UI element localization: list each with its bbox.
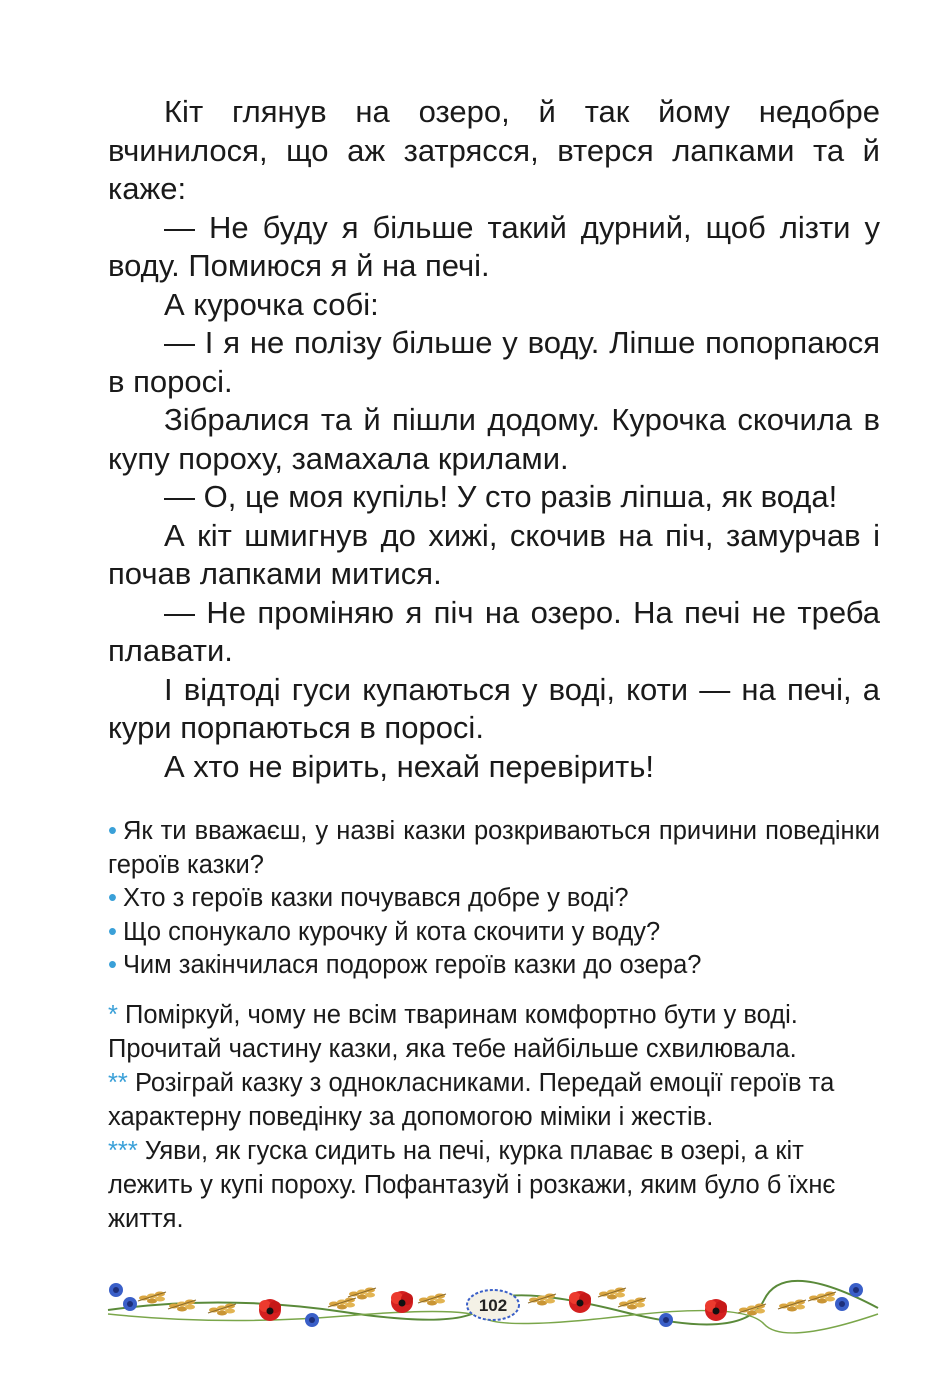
question-text: Чим закінчилася подорож героїв казки до озера? [122,951,702,979]
page-number: 102 [478,1296,508,1315]
question-item [108,882,880,916]
task-text: Поміркуй, чому не всім тваринам комфортно бути у воді. Прочитай частину казки, яка тебе найбільше схвилювала. [108,1001,798,1063]
question-text: Хто з героїв казки почувався добре у воді? [122,884,629,912]
story-paragraph: Кіт глянув на озеро, й так йому недобре вчинилося, що аж затрясся, втерся лапками та й каже: [108,94,880,206]
decorative-border [104,1276,882,1338]
story-paragraph: А кіт шмигнув до хижі, скочив на піч, замурчав і почав лапками митися. [108,517,880,591]
bullet-icon: • [108,951,117,979]
story-paragraph: Зібралися та й пішли додому. Курочка скочила в купу пороху, замахала крилами. [108,402,880,476]
task-level-mark: * [108,1001,118,1029]
story-paragraph: — Не проміняю я піч на озеро. На печі не треба плавати. [108,594,880,668]
task-item [108,1134,880,1236]
question-text: Що спонукало курочку й кота скочити у воду? [122,917,661,946]
questions-list [108,815,880,983]
story-text [108,93,880,786]
story-paragraph: — Не буду я більше такий дурний, щоб лізти у воду. Помиюся я й на печі. [108,209,880,283]
story-paragraph: А курочка собі: [164,286,379,322]
tasks-list [108,998,880,1236]
story-paragraph: — О, це моя купіль! У сто разів ліпша, як вода! [164,479,838,514]
question-item [108,916,880,950]
bullet-icon: • [108,817,117,845]
task-item [108,998,880,1066]
task-level-mark: *** [108,1137,138,1165]
story-paragraph: — І я не полізу більше у воду. Ліпше попорпаюся в поросі. [108,325,880,399]
task-level-mark: ** [108,1069,128,1097]
bullet-icon: • [108,917,117,946]
question-text: Як ти вважаєш, у назві казки розкриваються причини поведінки героїв казки? [108,817,880,879]
bullet-icon: • [108,884,117,912]
task-item [108,1066,880,1134]
story-paragraph: А хто не вірить, нехай перевірить! [164,748,654,784]
task-text: Уяви, як гуска сидить на печі, курка плаває в озері, а кіт лежить у купі пороху. Пофантазуй і розкажи, яким було б їхнє життя. [108,1137,836,1233]
task-text: Розіграй казку з однокласниками. Передай емоції героїв та характерну поведінку за допомогою міміки і жестів. [108,1069,835,1131]
question-item [108,815,880,882]
question-item [108,949,880,983]
story-paragraph: І відтоді гуси купаються у воді, коти — на печі, а кури порпаються в поросі. [108,671,880,745]
